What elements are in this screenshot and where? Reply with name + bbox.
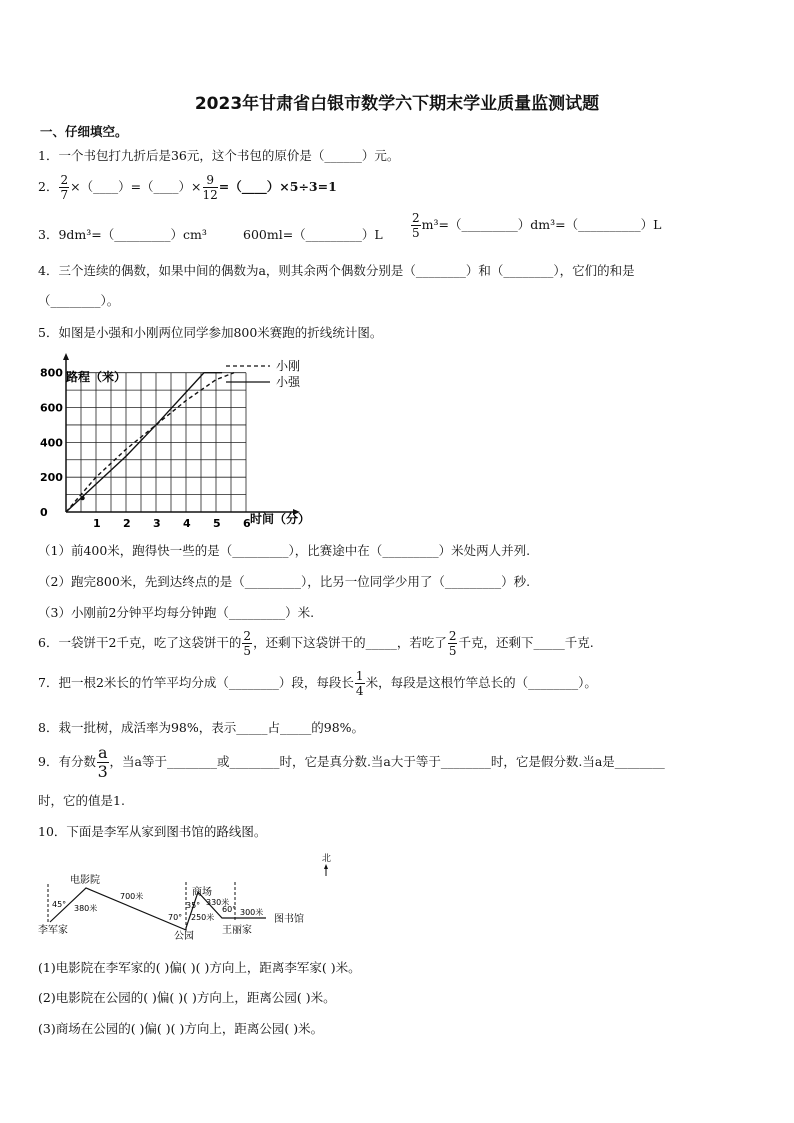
q3-text-c: m³=（_________）dm³=（__________）L — [421, 217, 662, 232]
q6-fraction-2: $\frac{2}{5}$ — [448, 629, 457, 658]
y-tick-label: 600 — [40, 401, 63, 415]
y-tick-label: 800 — [40, 366, 63, 380]
question-10-1: (1)电影院在李军家的( )偏( )( )方向上，距离李军家( )米。 — [38, 960, 361, 975]
question-10-3: (3)商场在公园的( )偏( )( )方向上，距离公园( )米。 — [38, 1021, 324, 1036]
map-mall: 商场 — [192, 887, 212, 898]
map-cinema: 电影院 — [70, 875, 100, 886]
question-3c — [410, 212, 661, 239]
question-9 — [38, 745, 665, 780]
question-9-line2: 时，它的值是1. — [38, 793, 125, 808]
question-2 — [38, 174, 337, 201]
x-tick-label: 4 — [183, 517, 191, 530]
question-3b: 600ml=（_________）L — [243, 227, 383, 242]
x-tick-label: 1 — [93, 517, 101, 530]
question-3a: 3．9dm³=（_________）cm³ — [38, 227, 207, 242]
q7-text-b: 米，每段是这根竹竿总长的（________）。 — [365, 675, 597, 690]
legend-label-xiaogang: 小刚 — [276, 359, 301, 373]
x-tick-label: 2 — [123, 517, 131, 530]
q2-fraction-1: $\frac{2}{7}$ — [60, 173, 69, 202]
question-5-3: （3）小刚前2分钟平均每分钟跑（_________）米. — [38, 605, 315, 620]
angle-70: 70° — [168, 913, 183, 922]
question-5-1: （1）前400米，跑得快一些的是（_________），比赛途中在（_________）米处两人并列. — [38, 543, 531, 558]
question-6 — [38, 630, 594, 657]
section-heading: 一、仔细填空。 — [40, 124, 128, 139]
q6-text-b: ，还剩下这袋饼干的_____，若吃了 — [253, 635, 447, 650]
x-tick-label: 5 — [213, 517, 221, 530]
q7-text-a: 7．把一根2米长的竹竿平均分成（________）段，每段长 — [38, 675, 354, 690]
y-axis-arrow-icon — [63, 353, 69, 360]
north-arrowhead-icon — [324, 864, 328, 869]
q6-fraction-1: $\frac{2}{5}$ — [243, 629, 252, 658]
angle-45: 45° — [52, 900, 67, 909]
chart-grid — [66, 373, 246, 512]
map-park: 公园 — [174, 931, 194, 942]
y-tick-label: 400 — [40, 436, 63, 450]
question-5-2: （2）跑完800米，先到达终点的是（_________），比另一位同学少用了（_________）秒. — [38, 574, 531, 589]
distance-250: 250米 — [191, 913, 215, 922]
map-wangli-home: 王丽家 — [222, 925, 252, 936]
x-tick-label: 3 — [153, 517, 161, 530]
chart-x-label: 时间（分） — [250, 512, 311, 526]
q2-text-1: ×（____）=（____）× — [70, 179, 202, 194]
question-8: 8．栽一批树，成活率为98%，表示_____占_____的98%。 — [38, 720, 365, 735]
y-tick-label: 200 — [40, 471, 63, 485]
question-7 — [38, 670, 597, 697]
distance-300: 300米 — [240, 908, 264, 917]
angle-35: 35° — [186, 901, 201, 910]
page-title: 2023年甘肃省白银市数学六下期末学业质量监测试题 — [194, 94, 600, 114]
map-home: 李军家 — [38, 925, 68, 936]
q7-fraction: $\frac{1}{4}$ — [355, 669, 364, 698]
legend-label-xiaoqiang: 小强 — [276, 375, 301, 389]
q9-fraction: $\frac{a}{3}$ — [97, 743, 108, 781]
north-label: 北 — [322, 854, 332, 864]
map-library: 图书馆 — [274, 914, 304, 925]
x-tick-label: 6 — [243, 517, 251, 530]
q3-fraction: $\frac{2}{5}$ — [412, 211, 420, 240]
q2-number: 2． — [38, 179, 59, 194]
distance-330: 330米 — [206, 898, 230, 907]
angle-60: 60° — [222, 905, 237, 914]
data-point — [80, 496, 84, 500]
q6-text-c: 千克，还剩下_____千克. — [458, 635, 594, 650]
question-10: 10．下面是李军从家到图书馆的路线图。 — [38, 824, 267, 839]
q2-fraction-2: $\frac{9}{12}$ — [202, 173, 218, 202]
q2-text-2: =（____）×5÷3=1 — [218, 179, 337, 194]
distance-380: 380米 — [74, 904, 98, 913]
distance-700: 700米 — [120, 892, 144, 901]
q9-text-a: 9．有分数 — [38, 754, 96, 769]
question-1: 1．一个书包打九折后是36元，这个书包的原价是（______）元。 — [38, 148, 400, 163]
q6-text-a: 6．一袋饼干2千克，吃了这袋饼干的 — [38, 635, 242, 650]
q9-text-b: ，当a等于________或________时，它是真分数.当a大于等于________时，它是假分数.当a是________ — [109, 754, 665, 769]
question-10-2: (2)电影院在公园的( )偏( )( )方向上，距离公园( )米。 — [38, 990, 336, 1005]
line-chart — [36, 352, 336, 532]
question-4-line1: 4．三个连续的偶数，如果中间的偶数为a，则其余两个偶数分别是（________）和（________），它们的和是 — [38, 263, 635, 278]
route-map — [36, 850, 336, 942]
y-tick-label: 0 — [40, 506, 48, 519]
question-4-line2: （________）。 — [38, 293, 120, 308]
question-5: 5．如图是小强和小刚两位同学参加800米赛跑的折线统计图。 — [38, 325, 383, 340]
chart-y-label: 路程（米） — [66, 370, 127, 384]
